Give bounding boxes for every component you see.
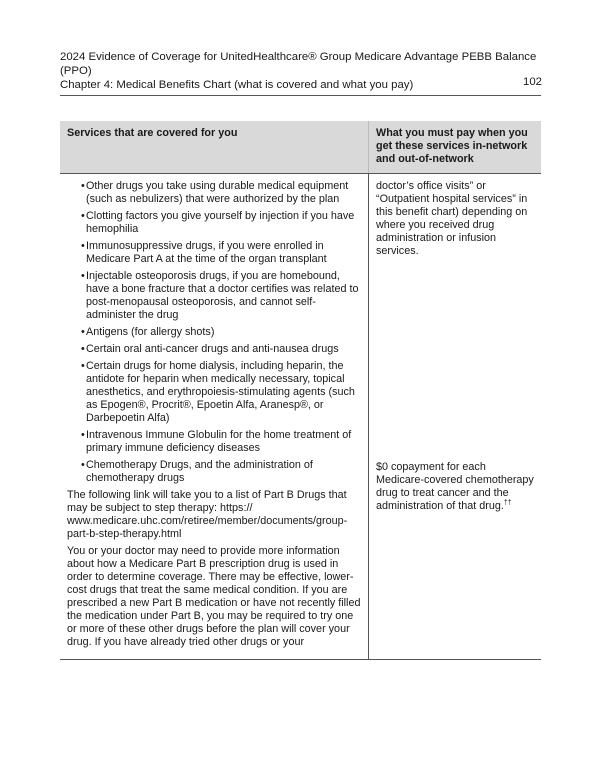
list-item: • Certain oral anti-cancer drugs and anti-nausea drugs	[81, 343, 339, 355]
bullet-icon: •	[81, 429, 85, 441]
bullet-icon: •	[81, 240, 85, 252]
bullet-icon: •	[81, 180, 85, 192]
column-divider	[368, 174, 369, 660]
chemotherapy-copay: $0 copayment for each Medicare-covered chemotherapy drug to treat cancer and the administration of that drug.	[376, 461, 534, 512]
header-divider	[60, 95, 541, 96]
column-header-services: Services that are covered for you	[67, 127, 238, 139]
list-item: • Other drugs you take using durable medical equipment (such as nebulizers) that were authorized by the plan	[81, 180, 349, 205]
drug-list	[67, 180, 362, 485]
list-item: • Injectable osteoporosis drugs, if you are homebound, have a bone fracture that a doctor certifies was related to post-menopausal osteoporosis, and cannot self-administer the drug	[81, 270, 359, 321]
step-therapy-link-paragraph: The following link will take you to a list of Part B Drugs that may be subject to step therapy: https:// www.medicare.uhc.com/retiree/member/documents/group-part-b-step-therapy.html	[67, 489, 348, 540]
table-header	[60, 121, 541, 173]
services-cell	[67, 180, 362, 653]
bullet-icon: •	[81, 210, 85, 222]
header-bottom-rule	[60, 173, 541, 174]
chemotherapy-cost-text	[376, 461, 536, 513]
step-therapy-info-paragraph: You or your doctor may need to provide more information about how a Medicare Part B prescription drug is used in order to determine coverage. There may be effective, lower-cost drugs that treat the same medical condition. If you are prescribed a new Part B medication or have not recently filled the medication under Part B, you may be required to try one or more of these other drugs before the plan will cover your drug. If you have already tried other drugs or your	[67, 545, 361, 648]
document-title-plan-type: (PPO)	[60, 65, 92, 77]
chapter-title: Chapter 4: Medical Benefits Chart (what is covered and what you pay)	[60, 79, 414, 91]
page-number: 102	[523, 76, 543, 88]
cost-text-continued: doctor’s office visits” or “Outpatient hospital services” in this benefit chart) depending on where you received drug administration or infusion services.	[376, 180, 528, 257]
list-item: • Certain drugs for home dialysis, including heparin, the antidote for heparin when medically necessary, topical anesthetics, and erythropoiesis-stimulating agents (such as Epogen®, Procrit®, Epoetin Alfa, Aranesp®, or Darbepoetin Alfa)	[81, 360, 355, 424]
header-column-divider	[368, 121, 369, 173]
bullet-icon: •	[81, 343, 85, 355]
bullet-icon: •	[81, 360, 85, 372]
table-bottom-rule	[60, 659, 541, 660]
bullet-icon: •	[81, 270, 85, 282]
page-header	[60, 50, 543, 92]
list-item: • Intravenous Immune Globulin for the home treatment of primary immune deficiency diseases	[81, 429, 352, 454]
list-item: • Immunosuppressive drugs, if you were enrolled in Medicare Part A at the time of the organ transplant	[81, 240, 327, 265]
list-item: • Chemotherapy Drugs, and the administration of chemotherapy drugs	[81, 459, 313, 484]
list-item: • Antigens (for allergy shots)	[81, 326, 215, 338]
list-item: • Clotting factors you give yourself by injection if you have hemophilia	[81, 210, 355, 235]
bullet-icon: •	[81, 459, 85, 471]
column-header-cost: What you must pay when you get these services in-network and out-of-network	[376, 127, 528, 165]
bullet-icon: •	[81, 326, 85, 338]
benefits-table	[60, 121, 541, 660]
document-title: 2024 Evidence of Coverage for UnitedHealthcare® Group Medicare Advantage PEBB Balance	[60, 51, 537, 63]
footnote-marker: ††	[503, 499, 512, 507]
